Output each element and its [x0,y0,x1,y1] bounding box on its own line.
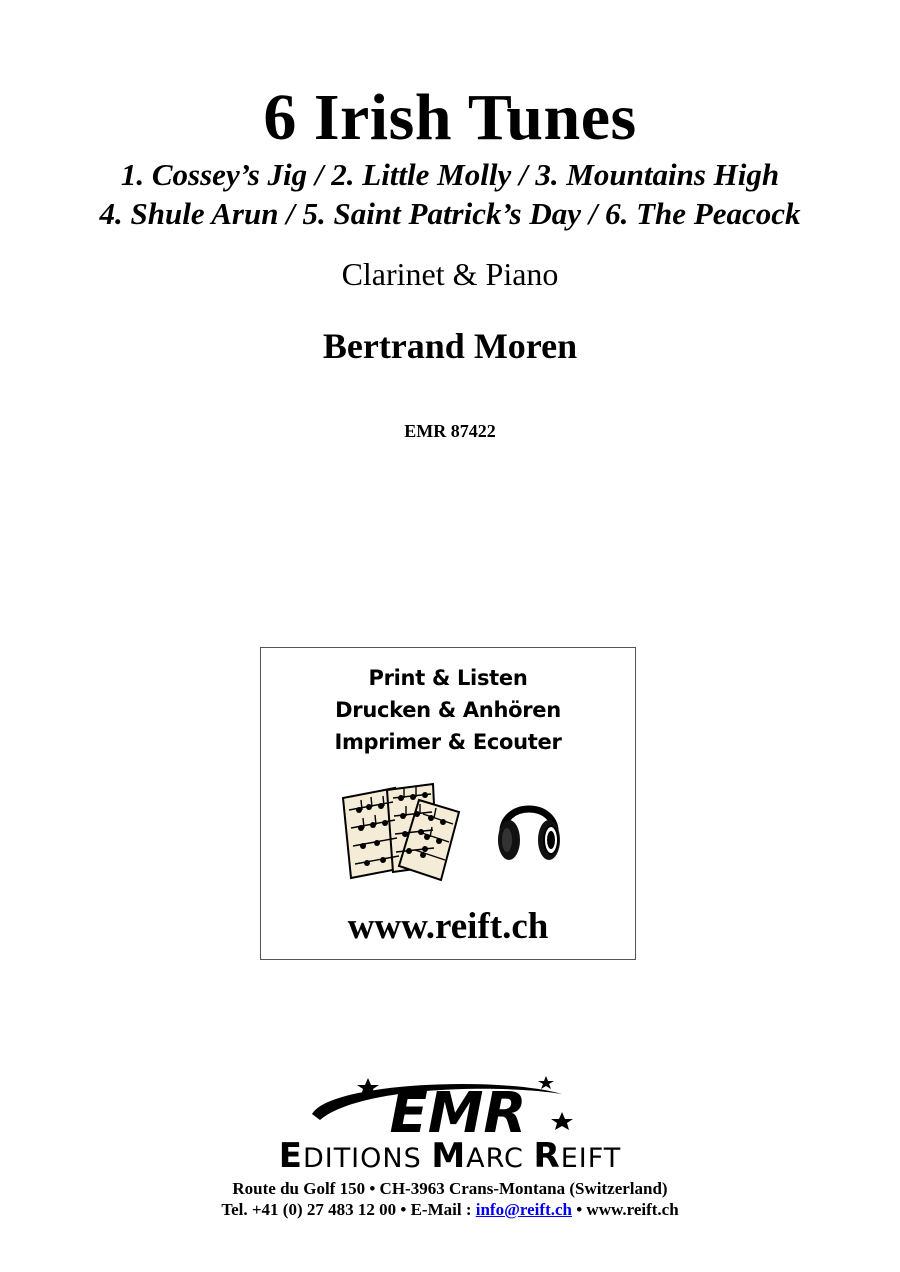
page-title: 6 Irish Tunes [263,81,637,154]
promo-website-url: www.reift.ch [347,906,549,947]
composer-name: Bertrand Moren [322,326,578,366]
publisher-name-initial-m: M [431,1136,467,1176]
publisher-address: Route du Golf 150 • CH-3963 Crans-Montana (Switzerland) [232,1179,668,1198]
publisher-name-initial-r: R [533,1136,561,1176]
sheet-music-icon [337,780,469,882]
emr-logo-text: EMR [389,1081,527,1146]
contact-phone: Tel. +41 (0) 27 483 12 00 • E-Mail : [221,1200,476,1219]
publisher-name [0,1138,900,1177]
print-listen-box [260,647,636,960]
publisher-name-arc: ARC [466,1143,524,1174]
publisher-name-ditions: DITIONS [302,1143,422,1174]
promo-line-german: Drucken & Anhören [335,698,561,722]
email-link[interactable]: info@reift.ch [475,1200,572,1219]
tune-list-line-2: 4. Shule Arun / 5. Saint Patrick’s Day / 6. The Peacock [99,196,801,231]
instrumentation: Clarinet & Piano [341,256,559,292]
headphones-icon [493,786,565,866]
catalog-number: EMR 87422 [404,421,496,441]
contact-website: • www.reift.ch [571,1200,679,1219]
promo-line-french: Imprimer & Ecouter [334,730,562,754]
promo-line-english: Print & Listen [368,666,528,690]
publisher-contact [0,1199,900,1221]
publisher-name-eift: EIFT [560,1143,622,1174]
publisher-name-initial-e: E [278,1136,303,1176]
tune-list-line-1: 1. Cossey’s Jig / 2. Little Molly / 3. Mountains High [120,157,780,192]
